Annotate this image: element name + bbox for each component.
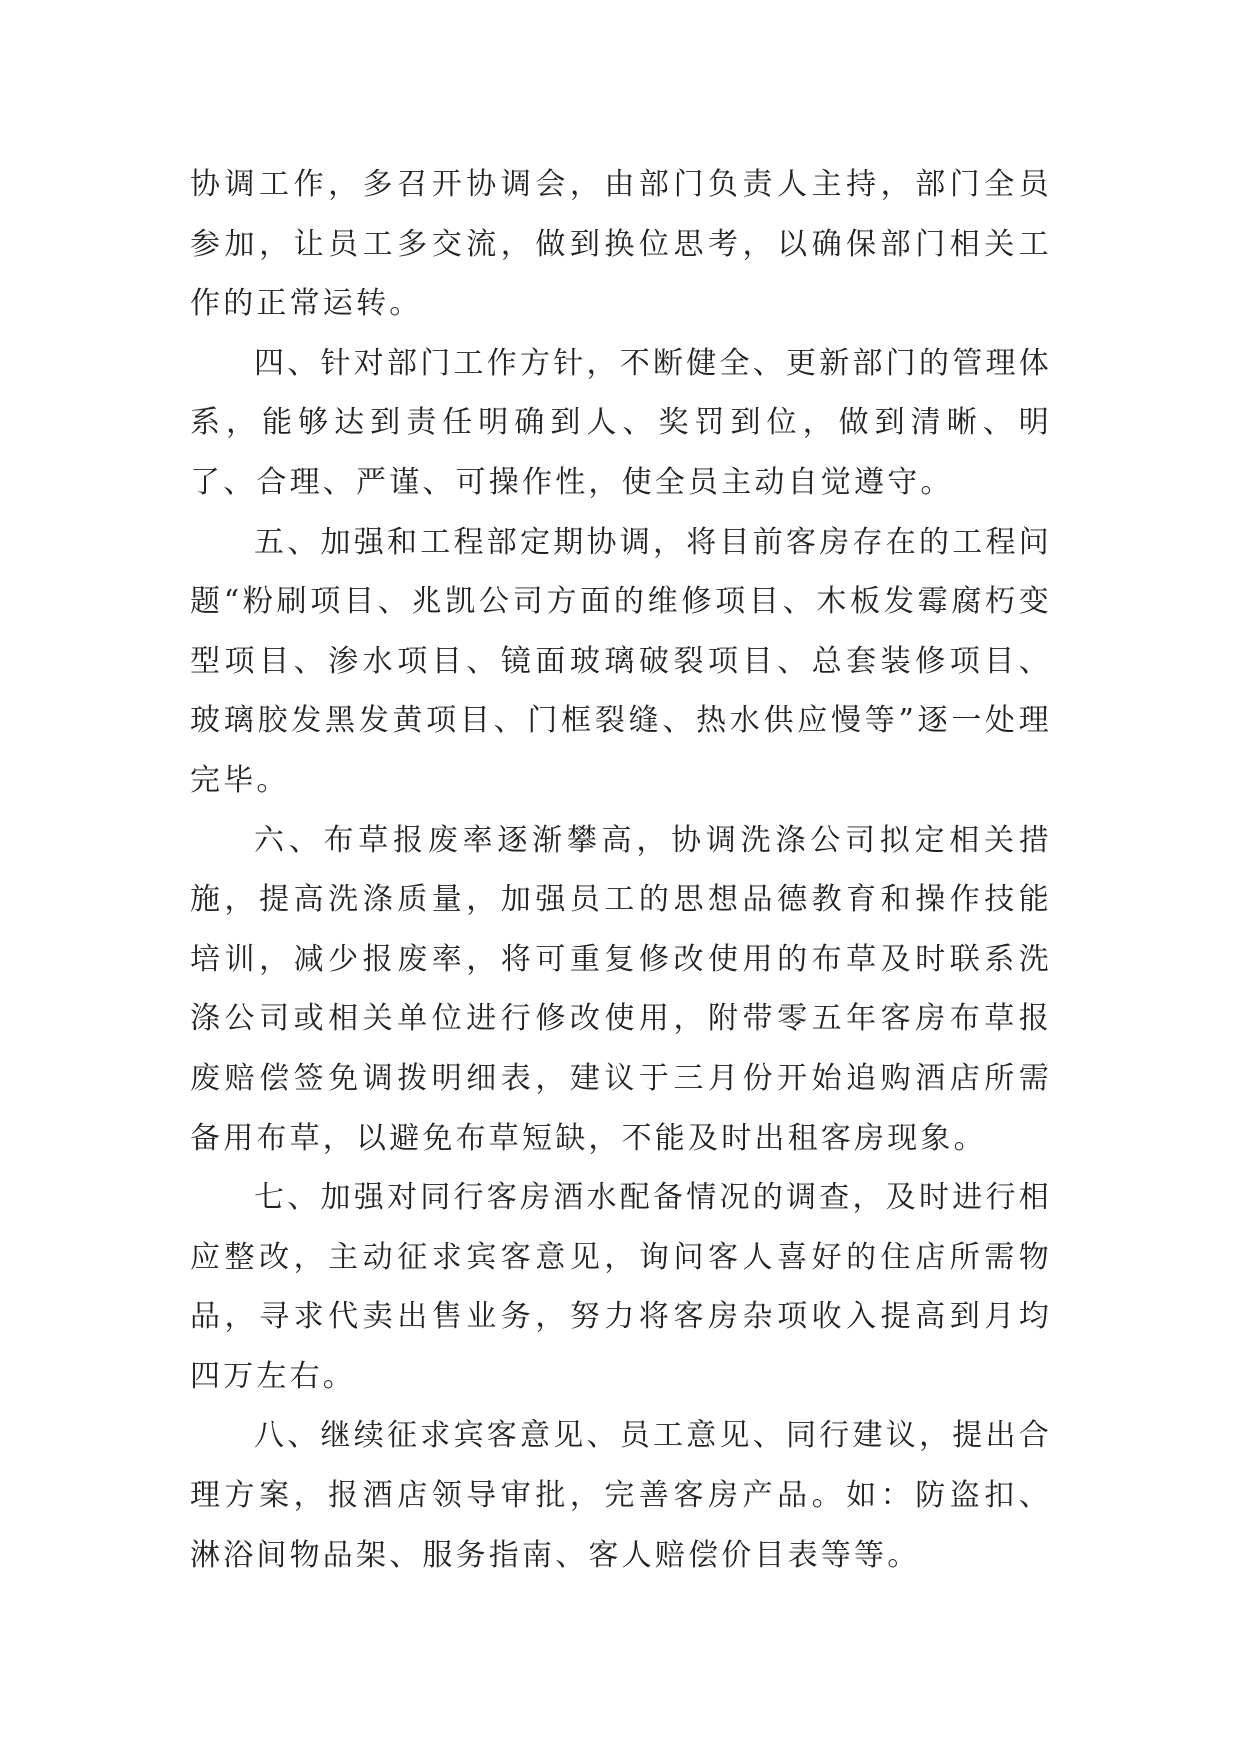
paragraph-item-4: 四、针对部门工作方针，不断健全、更新部门的管理体系，能够达到责任明确到人、奖罚到位，做到清晰、明了、合理、严谨、可操作性，使全员主动自觉遵守。 xyxy=(190,345,1052,500)
paragraph-continuation: 协调工作，多召开协调会，由部门负责人主持，部门全员参加，让员工多交流，做到换位思考，以确保部门相关工作的正常运转。 xyxy=(190,167,1052,322)
paragraph-item-8: 八、继续征求宾客意见、员工意见、同行建议，提出合理方案，报酒店领导审批，完善客房产品。如：防盗扣、淋浴间物品架、服务指南、客人赔偿价目表等等。 xyxy=(190,1418,1052,1573)
document-body xyxy=(190,155,1052,1585)
paragraph-item-7: 七、加强对同行客房酒水配备情况的调查，及时进行相应整改，主动征求宾客意见，询问客人喜好的住店所需物品，寻求代卖出售业务，努力将客房杂项收入提高到月均四万左右。 xyxy=(190,1180,1052,1394)
paragraph-item-5: 五、加强和工程部定期协调，将目前客房存在的工程问题“粉刷项目、兆凯公司方面的维修项目、木板发霉腐朽变型项目、渗水项目、镜面玻璃破裂项目、总套装修项目、玻璃胶发黑发黄项目、门框裂缝、热水供应慢等”逐一处理完毕。 xyxy=(190,524,1052,798)
paragraph-item-6: 六、布草报废率逐渐攀高，协调洗涤公司拟定相关措施，提高洗涤质量，加强员工的思想品德教育和操作技能培训，减少报废率，将可重复修改使用的布草及时联系洗涤公司或相关单位进行修改使用，附带零五年客房布草报废赔偿签免调拨明细表，建议于三月份开始追购酒店所需备用布草，以避免布草短缺，不能及时出租客房现象。 xyxy=(190,822,1052,1156)
